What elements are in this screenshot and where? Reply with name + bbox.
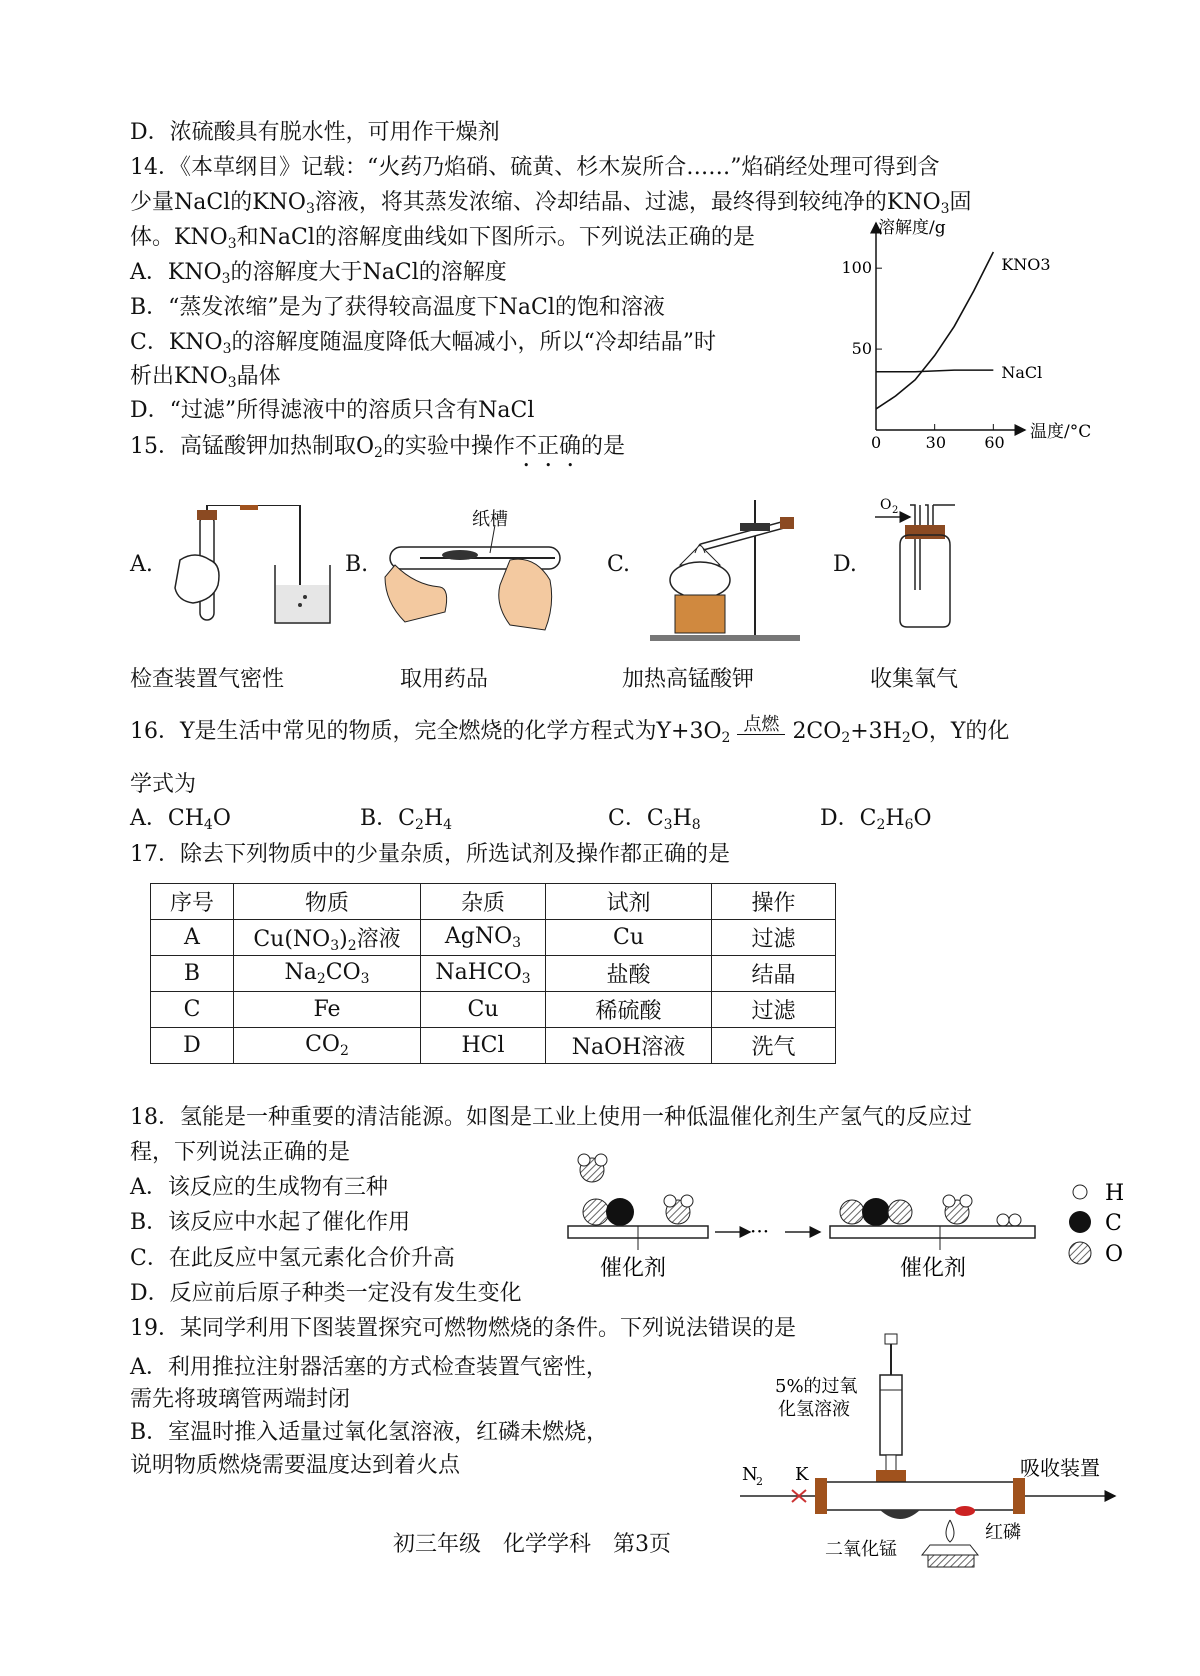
caption-b: 取用药品 <box>400 667 489 692</box>
caption-c: 加热高锰酸钾 <box>622 667 755 692</box>
q17-table <box>150 883 836 1064</box>
series-label-kno3: KNO3 <box>1001 255 1051 274</box>
hand-icon <box>175 555 219 603</box>
q14-stem-line1: 14．《本草纲目》记载：“火药乃焰硝、硫黄、杉木炭所合……”焰硝经处理可得到含 <box>130 155 940 180</box>
page-footer: 初三年级 化学学科 第3页 <box>393 1532 671 1557</box>
q19-option-a-cont: 需先将玻璃管两端封闭 <box>130 1387 351 1412</box>
table-header-row <box>151 884 836 920</box>
catalyst-label-right: 催化剂 <box>900 1256 967 1281</box>
right-hand-icon <box>499 559 552 630</box>
apparatus-collect-oxygen <box>860 495 990 635</box>
solubility-chart <box>820 215 1120 450</box>
q14-stem-line3: 体。$KNO_3$和NaCl的溶解度曲线如下图所示。下列说法正确的是 <box>130 225 755 252</box>
q18-option-c: C．在此反应中氢元素化合价升高 <box>130 1246 455 1271</box>
table-row: B $Na_2CO_3$ NaHCO$_3$ 盐酸 结晶 <box>151 956 836 992</box>
caption-a: 检查装置气密性 <box>130 667 285 692</box>
svg-text:2: 2 <box>756 1475 763 1488</box>
table-row: C Fe Cu 稀硫酸 过滤 <box>151 992 836 1028</box>
q16-option-c: C．$C_3H_8$ <box>608 806 701 833</box>
x-tick-label: 30 <box>925 433 947 450</box>
header-cell: 物质 <box>234 884 421 920</box>
emphasis-not-correct: 不正确 <box>514 434 581 459</box>
legend-o-icon <box>1069 1242 1091 1264</box>
q18-option-a: A．该反应的生成物有三种 <box>130 1175 388 1200</box>
ignition-condition: 点燃 <box>737 716 785 735</box>
q15-label-a: A. <box>130 552 153 577</box>
y-axis-label: 溶解度/g <box>878 218 946 238</box>
left-hand-icon <box>385 565 447 622</box>
q19-option-b-cont: 说明物质燃烧需要温度达到着火点 <box>130 1453 461 1478</box>
q16-option-b: B．$C_2H_4$ <box>360 806 453 833</box>
q13-option-d: D．浓硫酸具有脱水性，可用作干燥剂 <box>130 120 500 145</box>
svg-text:H: H <box>1105 1181 1125 1206</box>
q16-stem: 16．Y是生活中常见的物质，完全燃烧的化学方程式为$Y+3O_2$ 点燃 $2CO_2+3H_2O$，Y的化 <box>130 714 1010 746</box>
q18-stem-line2: 程，下列说法正确的是 <box>130 1140 351 1165</box>
q19-stem: 19．某同学利用下图装置探究可燃物燃烧的条件。下列说法错误的是 <box>130 1316 796 1341</box>
svg-text:O: O <box>1105 1242 1124 1267</box>
svg-text:C: C <box>1105 1211 1122 1236</box>
y-tick-label: 100 <box>841 258 872 278</box>
svg-text:红磷: 红磷 <box>985 1522 1021 1543</box>
o2-label: O <box>880 497 892 513</box>
svg-text:二氧化锰: 二氧化锰 <box>825 1539 897 1560</box>
q14-option-c: C．$KNO_3$的溶解度随温度降低大幅减小，所以“冷却结晶”时 <box>130 330 716 357</box>
q16-option-d: D．$C_2H_6O$ <box>820 806 932 833</box>
x-tick-label: 0 <box>871 433 882 450</box>
q19-option-b: B．室温时推入适量过氧化氢溶液，红磷未燃烧， <box>130 1420 609 1445</box>
series-line-nacl <box>876 370 993 372</box>
q15-stem: 15．高锰酸钾加热制取$O_2$的实验中操作不正确的是 <box>130 434 625 461</box>
q16-option-a: A．$CH_4O$ <box>130 806 231 833</box>
q14-option-c-cont: 析出$KNO_3$晶体 <box>130 364 281 391</box>
svg-text:5%的过氧: 5%的过氧 <box>775 1376 858 1397</box>
ellipsis: ··· <box>750 1219 770 1243</box>
legend-c-icon <box>1069 1211 1091 1233</box>
svg-text:化氢溶液: 化氢溶液 <box>778 1399 850 1420</box>
apparatus-airtightness-check <box>160 505 340 635</box>
reaction-process-diagram <box>560 1150 1140 1300</box>
apparatus-heating <box>640 495 810 645</box>
q15-label-d: D. <box>833 552 857 577</box>
header-cell: 试剂 <box>546 884 712 920</box>
q15-label-c: C. <box>607 552 631 577</box>
q14-option-b: B．“蒸发浓缩”是为了获得较高温度下NaCl的饱和溶液 <box>130 295 665 320</box>
q14-stem-line2: 少量NaCl的$KNO_3$溶液，将其蒸发浓缩、冷却结晶、过滤，最终得到较纯净的$KNO_3$固 <box>130 190 972 217</box>
q19-option-a: A．利用推拉注射器活塞的方式检查装置气密性， <box>130 1355 608 1380</box>
catalyst-label-left: 催化剂 <box>600 1256 667 1281</box>
table-row: D $CO_2$ HCl NaOH溶液 洗气 <box>151 1028 836 1064</box>
table-row: A $Cu(NO_3)_2$溶液 AgNO$_3$ Cu 过滤 <box>151 920 836 956</box>
q18-stem-line1: 18．氢能是一种重要的清洁能源。如图是工业上使用一种低温催化剂生产氢气的反应过 <box>130 1105 972 1130</box>
svg-text:吸收装置: 吸收装置 <box>1020 1456 1100 1480</box>
series-line-kno3 <box>876 252 993 409</box>
series-label-nacl: NaCl <box>1001 363 1043 383</box>
q18-option-d: D．反应前后原子种类一定没有发生变化 <box>130 1281 522 1306</box>
combustion-apparatus <box>720 1330 1140 1570</box>
header-cell: 序号 <box>151 884 234 920</box>
svg-text:2: 2 <box>892 505 899 516</box>
q18-option-b: B．该反应中水起了催化作用 <box>130 1210 411 1235</box>
legend-h-icon <box>1073 1185 1087 1199</box>
y-tick-label: 50 <box>851 339 872 359</box>
svg-text:N: N <box>742 1464 758 1485</box>
x-axis-label: 温度/°C <box>1030 422 1092 442</box>
x-tick-label: 60 <box>984 433 1005 450</box>
q16-stem-line2: 学式为 <box>130 772 197 797</box>
header-cell: 操作 <box>712 884 836 920</box>
caption-d: 收集氧气 <box>870 667 959 692</box>
q17-stem: 17．除去下列物质中的少量杂质，所选试剂及操作都正确的是 <box>130 842 730 867</box>
q15-label-b: B. <box>345 552 369 577</box>
svg-text:K: K <box>795 1464 809 1485</box>
q14-option-a: A．$KNO_3$的溶解度大于NaCl的溶解度 <box>130 260 507 287</box>
q14-option-d: D．“过滤”所得滤液中的溶质只含有NaCl <box>130 398 535 423</box>
header-cell: 杂质 <box>421 884 546 920</box>
trough-label: 纸槽 <box>472 509 508 530</box>
